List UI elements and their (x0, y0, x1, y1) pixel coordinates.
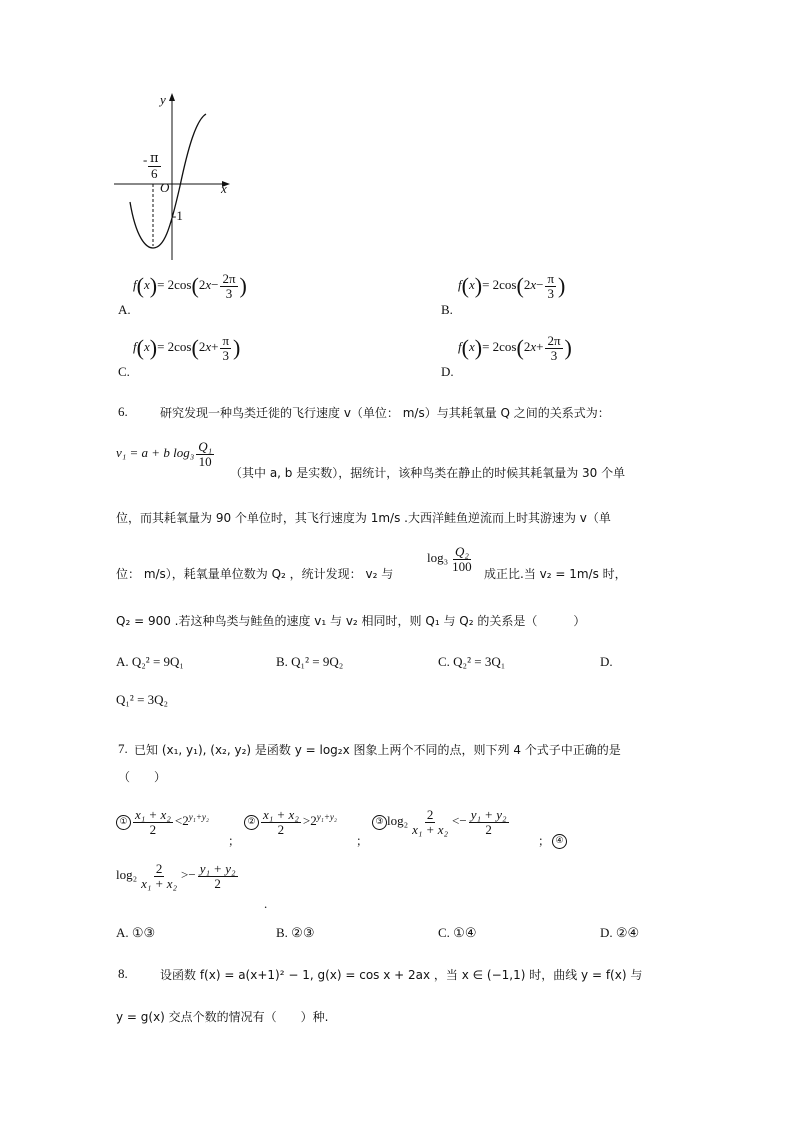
graph-x-label: x (221, 181, 227, 196)
q6-option-d-expr: Q₁² = 3Q₂ (116, 692, 169, 707)
q5-option-c-label: C. (118, 364, 130, 379)
q7-option-a: A. ①③ (116, 925, 156, 940)
q6-line4b: 成正比.当 v₂ = 1m/s 时， (484, 567, 627, 581)
q6-formula: v₁ = a + b log₃ $\frac{\text{Q₁}}{10}$ (116, 439, 213, 469)
graph-minus-one: -1 (172, 208, 183, 223)
y-axis-arrow-icon (169, 93, 175, 101)
six: 6 (151, 165, 158, 181)
function-graph (108, 90, 238, 265)
q6-line1: 研究发现一种鸟类迁徙的飞行速度 v（单位： m/s）与其耗氧量 Q 之间的关系式为： (160, 406, 610, 420)
q8-number: 8. (118, 966, 128, 981)
q6-option-c: C. Q₂² = 3Q₁ (438, 654, 506, 669)
graph-y-label: y (160, 92, 166, 107)
q7-period: . (264, 896, 268, 911)
q5-option-b-formula: f(x)= 2cos(2x− $\frac{\pi}{3}$ ) (458, 271, 566, 301)
q5-option-d-formula: f(x)= 2cos(2x+ $\frac{2\pi}{3}$ ) (458, 333, 572, 363)
q7-sep-3: ； (538, 834, 551, 848)
q7-statement-3: ③ log₂ $\frac{2}{\text{x₁ + x₂}}$ <− $\frac{\text{y₁ + y₂}}{2}$ (372, 808, 511, 836)
q6-line2: （其中 a, b 是实数），据统计，该种鸟类在静止的时候其耗氧量为 30 个单 (230, 466, 626, 480)
q6-line5: Q₂ = 900 .若这种鸟类与鲑鱼的速度 v₁ 与 v₂ 相同时，则 Q₁ 与 Q₂ 的关系是（ ） (116, 614, 586, 628)
q7-option-c: C. ①④ (438, 925, 477, 940)
q6-option-a: A. Q₂² = 9Q₁ (116, 654, 184, 669)
q5-option-c-formula: f(x)= 2cos(2x+ $\frac{\pi}{3}$ ) (133, 333, 241, 363)
q6-option-b: B. Q₁² = 9Q₂ (276, 654, 344, 669)
q7-statement-4: log₂ $\frac{2}{\text{x₁ + x₂}}$ >− $\frac{\text{y₁ + y₂}}{2}$ (116, 861, 236, 891)
graph-pi-six (146, 152, 163, 180)
graph-neg-sign: - (143, 152, 148, 167)
q5-option-d-label: D. (441, 364, 454, 379)
q6-option-d: D. (600, 654, 613, 669)
q5-option-b-label: B. (441, 302, 453, 317)
q7-paren: （ ） (118, 770, 167, 784)
q7-stem: 已知 (x₁, y₁), (x₂, y₂) 是函数 y = log₂x 图象上两个不同的点，则下列 4 个式子中正确的是 (134, 743, 621, 757)
q5-option-a-label: A. (118, 302, 131, 317)
q6-number: 6. (118, 404, 128, 419)
q8-line2: y = g(x) 交点个数的情况有（ ）种. (116, 1010, 329, 1024)
q5-option-a-formula: f(x)= 2cos(2x− $\frac{2\pi}{3}$ ) (133, 271, 247, 301)
q6-log-fraction: log₃ $\frac{\text{Q₂}}{100}$ (427, 544, 472, 574)
q7-statement-1: ① $\frac{\text{x₁ + x₂}}{2}$ $<2^{y_1+y_2}$ (116, 808, 209, 836)
q8-line1: 设函数 f(x) = a(x+1)² − 1, g(x) = cos x + 2ax ，当 x ∈ (−1,1) 时，曲线 y = f(x) 与 (160, 968, 643, 982)
q7-option-b: B. ②③ (276, 925, 315, 940)
q7-statement-2: ② $\frac{\text{x₁ + x₂}}{2}$ $>2^{y_1+y_2}$ (244, 808, 337, 836)
q7-number: 7. (118, 741, 128, 756)
q7-circle-4: ④ (552, 832, 567, 849)
pi-symbol: π (150, 151, 159, 166)
graph-origin-label: O (160, 180, 170, 195)
q6-line3: 位，而其耗氧量为 90 个单位时，其飞行速度为 1m/s .大西洋鲑鱼逆流而上时其游速为 v（单 (116, 511, 611, 525)
q7-sep-2: ； (356, 834, 369, 848)
q6-line4a: 位： m/s），耗氧量单位数为 Q₂ ，统计发现： v₂ 与 (116, 567, 394, 581)
q7-option-d: D. ②④ (600, 925, 640, 940)
q7-sep-1: ； (228, 834, 241, 848)
